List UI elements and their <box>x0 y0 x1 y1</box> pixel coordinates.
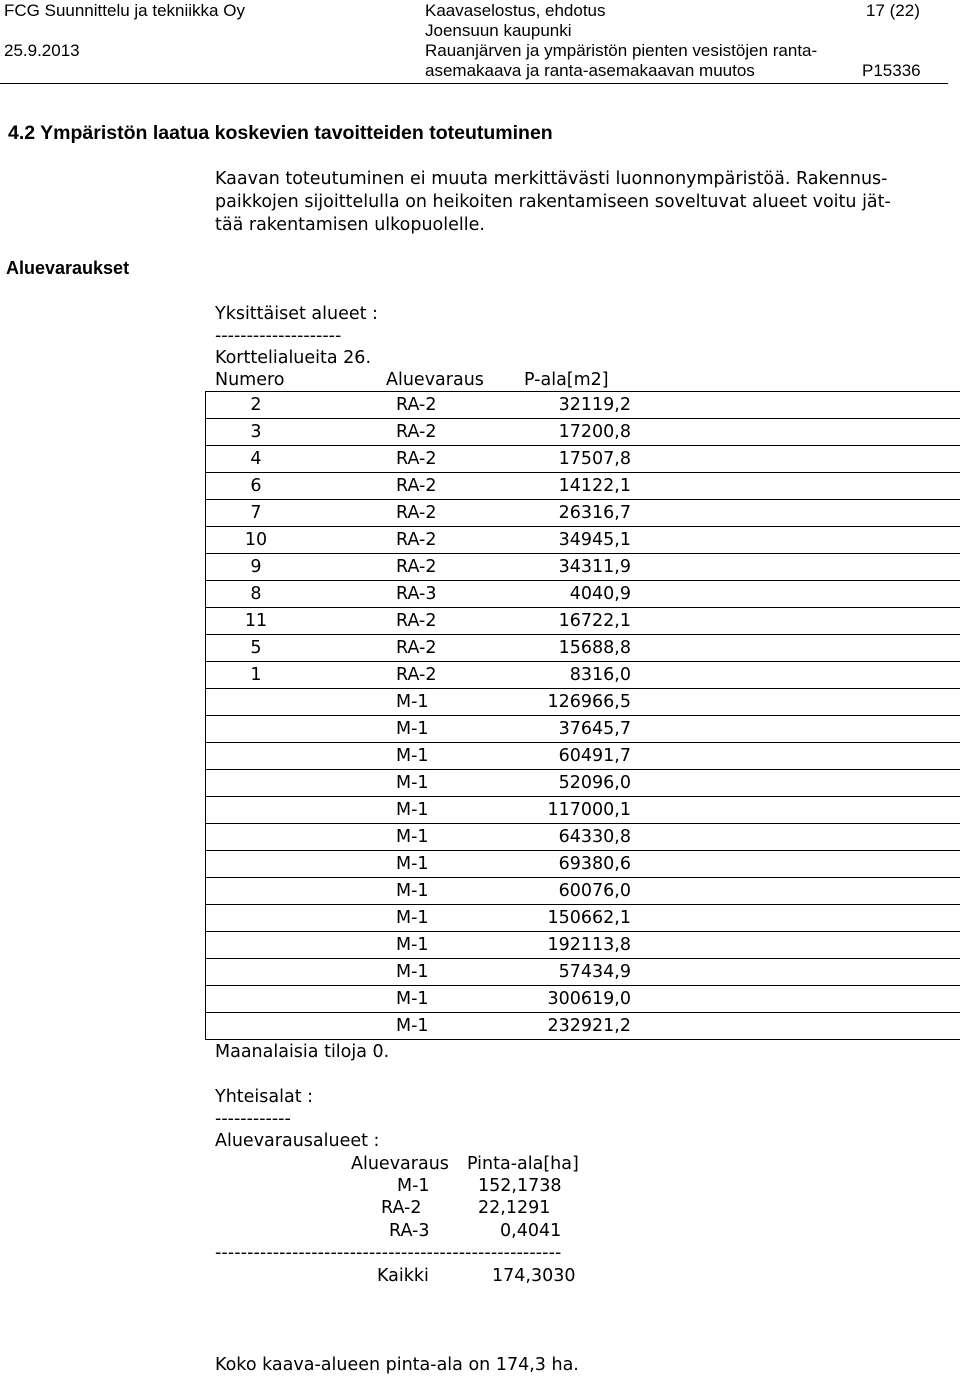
cell-numero <box>206 797 307 824</box>
table-row <box>206 824 960 851</box>
cell-aluevaraus: M-1 <box>306 743 526 770</box>
cell-numero: 4 <box>206 446 307 473</box>
common-areas-rule: ------------ <box>215 1109 291 1129</box>
table-row <box>206 527 960 554</box>
cell-p-ala: 16722,1 <box>526 608 960 635</box>
cell-p-ala: 52096,0 <box>526 770 960 797</box>
cell-aluevaraus: RA-3 <box>306 581 526 608</box>
cell-numero <box>206 770 307 797</box>
individual-areas-rule: -------------------- <box>215 326 342 346</box>
summary-row-zone: M-1 <box>397 1176 430 1196</box>
project-code: P15336 <box>862 61 921 80</box>
summary-row-zone: RA-3 <box>389 1221 430 1241</box>
column-header-p-ala: P-ala[m2] <box>524 370 609 390</box>
cell-numero: 9 <box>206 554 307 581</box>
table-row <box>206 770 960 797</box>
cell-p-ala: 17200,8 <box>526 419 960 446</box>
cell-numero: 1 <box>206 662 307 689</box>
table-row <box>206 905 960 932</box>
table-row <box>206 419 960 446</box>
cell-aluevaraus: M-1 <box>306 878 526 905</box>
column-header-aluevaraus: Aluevaraus <box>386 370 484 390</box>
cell-aluevaraus: M-1 <box>306 716 526 743</box>
intro-line-3: tää rakentamisen ulkopuolelle. <box>215 215 485 235</box>
cell-numero: 10 <box>206 527 307 554</box>
cell-numero <box>206 959 307 986</box>
table-row <box>206 689 960 716</box>
cell-numero: 2 <box>206 392 307 419</box>
cell-numero: 5 <box>206 635 307 662</box>
cell-numero <box>206 986 307 1013</box>
cell-p-ala: 64330,8 <box>526 824 960 851</box>
column-header-numero: Numero <box>215 370 285 390</box>
table-row <box>206 608 960 635</box>
cell-numero <box>206 932 307 959</box>
table-row <box>206 473 960 500</box>
table-row <box>206 446 960 473</box>
header-divider <box>0 83 948 84</box>
intro-line-2: paikkojen sijoittelulla on heikoiten rakentamiseen soveltuvat alueet voitu jät- <box>215 192 891 212</box>
cell-aluevaraus: RA-2 <box>306 392 526 419</box>
table-row <box>206 851 960 878</box>
cell-numero <box>206 1013 307 1040</box>
cell-aluevaraus: M-1 <box>306 986 526 1013</box>
table-row <box>206 986 960 1013</box>
summary-row-area: 0,4041 <box>500 1221 562 1241</box>
cell-aluevaraus: RA-2 <box>306 446 526 473</box>
cell-numero: 8 <box>206 581 307 608</box>
cell-p-ala: 300619,0 <box>526 986 960 1013</box>
document-type: Kaavaselostus, ehdotus <box>425 1 606 20</box>
cell-p-ala: 34945,1 <box>526 527 960 554</box>
cell-p-ala: 32119,2 <box>526 392 960 419</box>
table-row <box>206 581 960 608</box>
cell-aluevaraus: RA-2 <box>306 554 526 581</box>
cell-aluevaraus: M-1 <box>306 689 526 716</box>
table-row <box>206 662 960 689</box>
cell-numero <box>206 743 307 770</box>
cell-numero: 7 <box>206 500 307 527</box>
cell-aluevaraus: RA-2 <box>306 527 526 554</box>
cell-p-ala: 117000,1 <box>526 797 960 824</box>
total-label: Kaikki <box>377 1266 429 1286</box>
cell-p-ala: 34311,9 <box>526 554 960 581</box>
cell-p-ala: 60491,7 <box>526 743 960 770</box>
cell-aluevaraus: RA-2 <box>306 662 526 689</box>
intro-line-1: Kaavan toteutuminen ei muuta merkittävästi luonnonympäristöä. Rakennus- <box>215 169 888 189</box>
cell-p-ala: 60076,0 <box>526 878 960 905</box>
table-row <box>206 716 960 743</box>
cell-aluevaraus: RA-2 <box>306 473 526 500</box>
cell-p-ala: 8316,0 <box>526 662 960 689</box>
cell-aluevaraus: RA-2 <box>306 500 526 527</box>
cell-aluevaraus: M-1 <box>306 770 526 797</box>
table-row <box>206 932 960 959</box>
cell-aluevaraus: M-1 <box>306 797 526 824</box>
table-row <box>206 554 960 581</box>
side-label-aluevaraukset: Aluevaraukset <box>6 258 130 278</box>
table-row <box>206 392 960 419</box>
cell-aluevaraus: RA-2 <box>306 635 526 662</box>
block-area-count: Korttelialueita 26. <box>215 348 372 368</box>
table-row <box>206 635 960 662</box>
area-table <box>205 391 960 1040</box>
cell-p-ala: 17507,8 <box>526 446 960 473</box>
cell-p-ala: 57434,9 <box>526 959 960 986</box>
summary-rule: ------------------------------------------------------ <box>215 1243 562 1263</box>
cell-p-ala: 15688,8 <box>526 635 960 662</box>
cell-aluevaraus: M-1 <box>306 932 526 959</box>
cell-aluevaraus: RA-2 <box>306 608 526 635</box>
cell-p-ala: 4040,9 <box>526 581 960 608</box>
table-row <box>206 959 960 986</box>
company-name: FCG Suunnittelu ja tekniikka Oy <box>4 1 245 20</box>
cell-aluevaraus: M-1 <box>306 1013 526 1040</box>
cell-aluevaraus: M-1 <box>306 824 526 851</box>
table-row <box>206 500 960 527</box>
page-number: 17 (22) <box>866 1 920 20</box>
cell-numero: 3 <box>206 419 307 446</box>
cell-p-ala: 37645,7 <box>526 716 960 743</box>
cell-p-ala: 232921,2 <box>526 1013 960 1040</box>
summary-header-aluevaraus: Aluevaraus <box>351 1154 449 1174</box>
zone-areas-title: Aluevarausalueet : <box>215 1131 380 1151</box>
cell-p-ala: 150662,1 <box>526 905 960 932</box>
common-areas-title: Yhteisalat : <box>215 1087 314 1107</box>
section-heading: 4.2 Ympäristön laatua koskevien tavoitteiden toteutuminen <box>8 122 553 144</box>
cell-aluevaraus: M-1 <box>306 851 526 878</box>
cell-numero: 6 <box>206 473 307 500</box>
cell-aluevaraus: RA-2 <box>306 419 526 446</box>
cell-p-ala: 192113,8 <box>526 932 960 959</box>
total-area-conclusion: Koko kaava-alueen pinta-ala on 174,3 ha. <box>215 1355 579 1375</box>
table-row <box>206 743 960 770</box>
individual-areas-title: Yksittäiset alueet : <box>215 304 378 324</box>
table-row <box>206 1013 960 1040</box>
cell-aluevaraus: M-1 <box>306 905 526 932</box>
table-row <box>206 878 960 905</box>
cell-numero <box>206 716 307 743</box>
cell-numero <box>206 824 307 851</box>
table-row <box>206 797 960 824</box>
cell-numero <box>206 851 307 878</box>
summary-header-pinta-ala: Pinta-ala[ha] <box>467 1154 579 1174</box>
underground-spaces: Maanalaisia tiloja 0. <box>215 1042 390 1062</box>
project-title-line2: asemakaava ja ranta-asemakaavan muutos <box>425 61 755 80</box>
total-value: 174,3030 <box>492 1266 576 1286</box>
cell-aluevaraus: M-1 <box>306 959 526 986</box>
cell-p-ala: 69380,6 <box>526 851 960 878</box>
project-title-line1: Rauanjärven ja ympäristön pienten vesistöjen ranta- <box>425 41 818 60</box>
cell-p-ala: 126966,5 <box>526 689 960 716</box>
summary-row-zone: RA-2 <box>381 1198 422 1218</box>
cell-numero <box>206 689 307 716</box>
cell-numero <box>206 905 307 932</box>
cell-p-ala: 26316,7 <box>526 500 960 527</box>
client-name: Joensuun kaupunki <box>425 21 572 40</box>
summary-row-area: 152,1738 <box>478 1176 562 1196</box>
document-date: 25.9.2013 <box>4 41 80 60</box>
cell-numero: 11 <box>206 608 307 635</box>
summary-row-area: 22,1291 <box>478 1198 551 1218</box>
cell-numero <box>206 878 307 905</box>
cell-p-ala: 14122,1 <box>526 473 960 500</box>
